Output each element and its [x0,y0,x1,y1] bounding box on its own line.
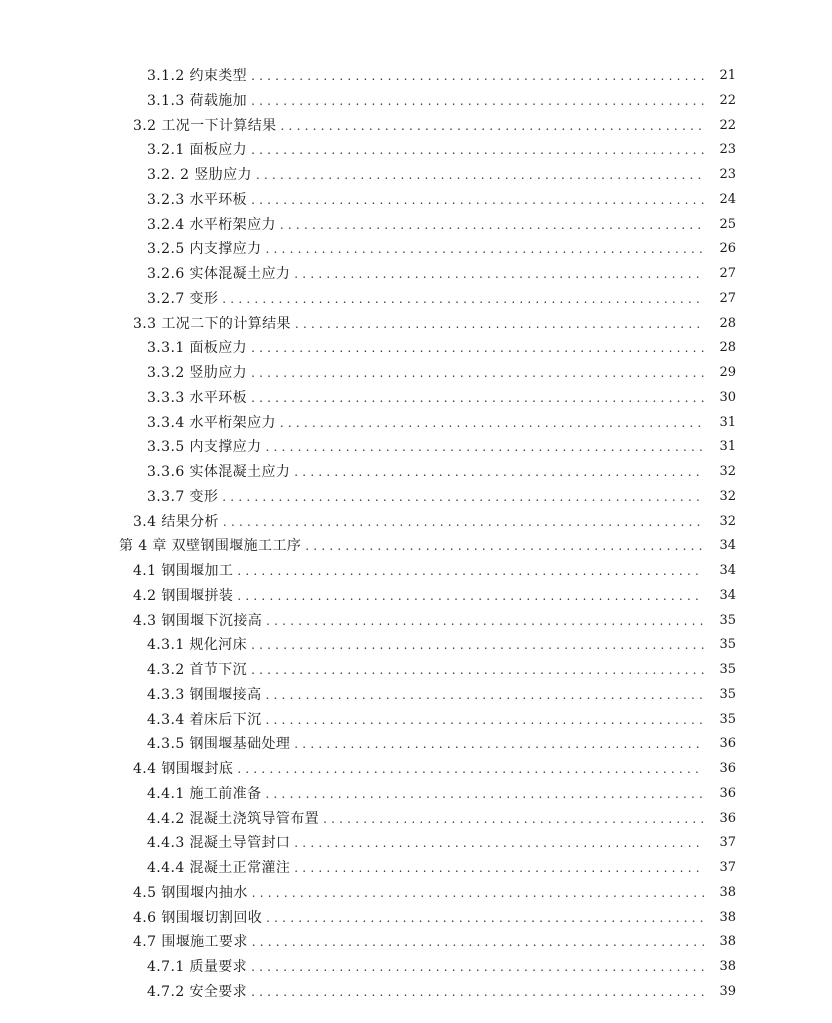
toc-page-number: 23 [719,167,736,182]
toc-page-number: 27 [719,290,736,306]
dot-leader [251,658,704,683]
dot-leader [265,782,704,807]
toc-entry[interactable] [0,336,832,361]
dot-leader [251,955,704,980]
dot-leader [323,807,704,832]
toc-entry-title: 4.2 钢围堰拼装 [133,587,234,604]
toc-entry[interactable] [0,237,832,262]
toc-entry-title: 3.4 结果分析 [133,513,219,530]
toc-entry-title: 3.2 工况一下计算结果 [133,117,277,134]
dot-leader [294,856,704,881]
dot-leader [251,188,704,213]
toc-page-number: 35 [719,711,736,727]
dot-leader [281,114,704,139]
toc-entry-title: 4.4.1 施工前准备 [147,785,262,802]
toc-entry-title: 4.5 钢围堰内抽水 [133,884,248,901]
toc-entry-title: 4.7.1 质量要求 [147,959,248,975]
dot-leader [256,163,704,188]
dot-leader [294,460,704,485]
toc-entry[interactable] [0,534,832,559]
table-of-contents [0,64,832,1005]
dot-leader [266,906,704,931]
toc-page-number: 34 [719,563,736,578]
toc-entry[interactable] [0,287,832,312]
toc-entry-title: 3.2.3 水平环板 [147,191,248,208]
dot-leader [251,138,704,163]
toc-entry-title: 4.3.1 规化河床 [147,637,248,654]
toc-entry-title: 3.2.7 变形 [147,290,219,307]
toc-entry-title: 3.3.6 实体混凝土应力 [147,464,291,480]
toc-entry[interactable] [0,188,832,213]
toc-entry[interactable] [0,708,832,733]
toc-page-number: 36 [719,810,736,826]
toc-entry-title: 4.4.4 混凝土正常灌注 [147,860,291,876]
toc-entry[interactable] [0,485,832,510]
toc-entry-title: 4.4.3 混凝土导管封口 [147,835,291,852]
dot-leader [237,584,704,609]
toc-entry[interactable] [0,411,832,436]
dot-leader [280,411,704,436]
toc-page-number: 36 [719,736,736,752]
dot-leader [294,732,704,757]
toc-page-number: 22 [719,92,736,108]
dot-leader [265,237,704,262]
toc-entry[interactable] [0,584,832,609]
toc-page-number: 35 [719,686,736,702]
dot-leader [222,287,704,312]
toc-entry[interactable] [0,89,832,114]
dot-leader [265,683,704,708]
toc-page-number: 24 [719,191,736,207]
toc-entry[interactable] [0,906,832,931]
toc-entry[interactable] [0,262,832,287]
toc-entry[interactable] [0,782,832,807]
toc-entry[interactable] [0,361,832,386]
toc-entry-title: 3.3.1 面板应力 [147,340,248,357]
toc-entry[interactable] [0,559,832,584]
dot-leader [266,609,704,634]
toc-entry[interactable] [0,831,832,856]
toc-entry[interactable] [0,881,832,906]
toc-page-number: 31 [719,439,736,455]
toc-entry[interactable] [0,930,832,955]
toc-entry-title: 3.3.3 水平环板 [147,389,248,406]
dot-leader [251,64,704,89]
dot-leader [251,336,704,361]
toc-entry[interactable] [0,64,832,89]
toc-entry-title: 4.4 钢围堰封底 [133,761,234,777]
toc-page-number: 36 [719,785,736,801]
toc-entry-title: 4.3.2 首节下沉 [147,662,248,678]
toc-entry[interactable] [0,856,832,881]
toc-entry-title: 3.1.2 约束类型 [147,68,248,84]
dot-leader [223,510,704,535]
dot-leader [305,534,704,559]
toc-entry-title: 4.3.4 着床后下沉 [147,711,262,728]
toc-page-number: 38 [719,884,736,900]
toc-entry-title: 3.3.4 水平桁架应力 [147,414,276,431]
dot-leader [294,262,704,287]
dot-leader [265,435,704,460]
toc-entry-title: 3.3.7 变形 [147,488,219,505]
dot-leader [252,930,704,955]
toc-entry[interactable] [0,460,832,485]
dot-leader [294,831,704,856]
toc-page-number: 32 [719,464,736,479]
toc-entry[interactable] [0,312,832,337]
toc-entry-title: 3.2.5 内支撑应力 [147,241,262,258]
toc-entry[interactable] [0,386,832,411]
toc-entry-title: 3.3 工况二下的计算结果 [133,315,291,332]
toc-entry-title: 4.6 钢围堰切割回收 [133,909,263,926]
toc-page-number: 27 [719,266,736,281]
toc-page-number: 37 [719,835,736,851]
toc-entry[interactable] [0,163,832,188]
dot-leader [252,881,704,906]
toc-entry-title: 4.3.5 钢围堰基础处理 [147,736,291,753]
toc-page-number: 35 [719,612,736,628]
toc-entry[interactable] [0,955,832,980]
toc-page-number: 32 [719,513,736,529]
toc-page-number: 26 [719,241,736,257]
toc-page-number: 30 [719,389,736,405]
toc-entry-title: 3.2.6 实体混凝土应力 [147,266,291,282]
toc-entry[interactable] [0,435,832,460]
toc-entry-title: 4.3.3 钢围堰接高 [147,686,262,703]
dot-leader [237,559,704,584]
toc-page-number: 29 [719,365,736,380]
toc-entry-title: 4.3 钢围堰下沉接高 [133,612,263,629]
toc-page-number: 28 [719,315,736,331]
dot-leader [295,312,704,337]
toc-page-number: 37 [719,860,736,875]
toc-entry-title: 3.3.2 竖肋应力 [147,365,248,381]
dot-leader [251,361,704,386]
toc-entry-title: 3.2.4 水平桁架应力 [147,216,276,233]
toc-entry[interactable] [0,683,832,708]
dot-leader [251,633,704,658]
toc-entry[interactable] [0,114,832,139]
toc-page-number: 34 [719,587,736,603]
dot-leader [237,757,704,782]
toc-entry-title: 3.2.1 面板应力 [147,142,248,159]
toc-page-number: 22 [719,117,736,133]
dot-leader [251,89,704,114]
dot-leader [222,485,704,510]
toc-entry-title: 3.3.5 内支撑应力 [147,439,262,456]
toc-page-number: 35 [719,662,736,677]
toc-entry[interactable] [0,757,832,782]
dot-leader [265,708,704,733]
toc-entry[interactable] [0,609,832,634]
toc-page-number: 34 [719,538,736,554]
toc-page-number: 38 [719,934,736,950]
toc-entry-title: 第 4 章 双壁钢围堰施工工序 [119,538,302,555]
toc-page-number: 38 [719,909,736,925]
toc-entry-title: 4.7 围堰施工要求 [133,934,248,951]
toc-page-number: 31 [719,414,736,430]
toc-entry[interactable] [0,658,832,683]
toc-entry[interactable] [0,138,832,163]
toc-entry[interactable] [0,213,832,238]
dot-leader [280,213,704,238]
toc-entry[interactable] [0,980,832,1005]
toc-entry[interactable] [0,510,832,535]
toc-page-number: 23 [719,142,736,158]
toc-entry[interactable] [0,633,832,658]
toc-page-number: 36 [719,761,736,776]
toc-page-number: 25 [719,216,736,232]
toc-page-number: 35 [719,637,736,653]
toc-page-number: 21 [719,68,736,83]
dot-leader [251,386,704,411]
toc-page-number: 39 [719,983,736,999]
toc-entry[interactable] [0,732,832,757]
toc-entry-title: 3.2. 2 竖肋应力 [147,167,252,183]
toc-entry-title: 4.4.2 混凝土浇筑导管布置 [147,810,320,827]
toc-entry-title: 4.7.2 安全要求 [147,983,248,1000]
toc-page-number: 38 [719,959,736,974]
toc-page-number: 28 [719,340,736,356]
dot-leader [251,980,704,1005]
toc-entry[interactable] [0,807,832,832]
toc-entry-title: 4.1 钢围堰加工 [133,563,234,579]
toc-page-number: 32 [719,488,736,504]
toc-entry-title: 3.1.3 荷载施加 [147,92,248,109]
